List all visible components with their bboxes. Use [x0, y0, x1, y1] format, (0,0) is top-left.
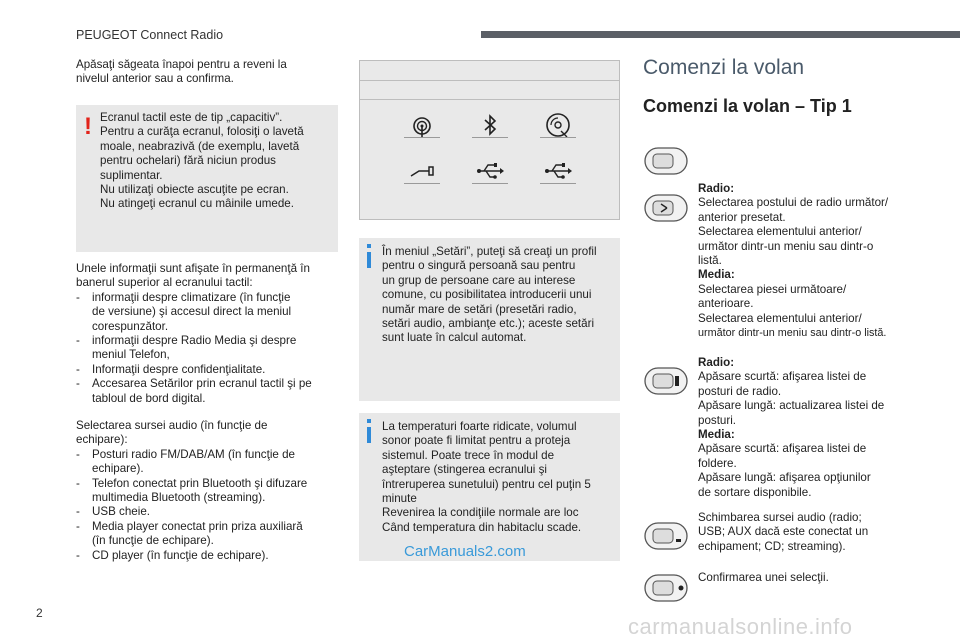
text-line: pentru ochelari) fără niciun produs [100, 154, 276, 168]
text-line: Radio: [698, 356, 735, 369]
text-line: - CD player (în funcţie de echipare). [92, 548, 269, 562]
text-line: comune, cu posibilitatea introducerii unui [382, 288, 592, 302]
screen-banner [360, 80, 619, 100]
source-section [76, 419, 338, 563]
text-line: Apăsare scurtă: afişarea listei de [698, 370, 867, 384]
icon-underline [540, 137, 576, 138]
list-item [76, 477, 338, 506]
text-line: Radio: [698, 182, 735, 195]
text-line: listă. [698, 254, 722, 268]
intro-text [76, 58, 338, 87]
text-line: anterioare. [698, 297, 754, 311]
text-line: Selectarea sursei audio (în funcţie de [76, 419, 268, 432]
steering-control-icon [643, 366, 689, 396]
text-line: - USB cheie. [92, 505, 150, 519]
header-title: PEUGEOT Connect Radio [76, 28, 224, 42]
text-line: Selectarea elementului anterior/ [698, 225, 862, 239]
section-heading: Comenzi la volan [643, 56, 805, 79]
icon-underline [472, 183, 508, 184]
info-icon-dot [367, 244, 371, 248]
text-line: Când temperatura din habitaclu scade. [382, 520, 582, 534]
text-line: număr mare de setări (presetări radio, [382, 302, 577, 316]
text-line: USB; AUX dacă este conectat un [698, 525, 869, 539]
text-line: Pentru a curăţa ecranul, folosiţi o lavetă [100, 125, 304, 139]
text-line: Apăsare lungă: afişarea opţiunilor [698, 471, 871, 485]
icon-underline [404, 137, 440, 138]
text-line: - informaţii despre climatizare (în funcţie [92, 290, 291, 304]
text-line: de versiune) şi accesul direct la meniul [92, 305, 292, 319]
text-line: - Media player conectat prin priza auxiliară [92, 519, 303, 533]
text-line: Selectarea elementului anterior/ [698, 311, 862, 325]
text-line: - informaţii despre Radio Media şi despre [92, 334, 297, 348]
text-line: - Telefon conectat prin Bluetooth şi difuzare [92, 476, 308, 490]
watermark: CarManuals2.com [404, 543, 526, 560]
info-section [76, 262, 338, 406]
text-line: banerul superior al ecranului tactil: [76, 276, 253, 290]
info-list [76, 291, 338, 406]
text-line: Nu utilizaţi obiecte ascuţite pe ecran. [100, 183, 289, 197]
text-line: Schimbarea sursei audio (radio; [698, 511, 862, 524]
text-line: următor dintr-un meniu sau dintr-o [698, 239, 874, 253]
text-line: Unele informaţii sunt afişate în permanenţă în [76, 262, 310, 275]
text-line: sunt luate în calcul automat. [382, 331, 527, 345]
list-item [76, 291, 338, 334]
list-item [76, 448, 338, 477]
control-description [698, 511, 923, 554]
text-line: aşteptare (stingerea ecranului şi [382, 463, 547, 477]
text-line: sistemul. Poate trece în modul de [382, 448, 555, 462]
text-line: de sortare disponibile. [698, 485, 812, 499]
text-line: minute [382, 492, 417, 506]
list-item [76, 363, 338, 377]
text-line: un grup de persoane care au interese [382, 273, 576, 287]
warning-icon: ! [84, 113, 92, 140]
icon-underline [404, 183, 440, 184]
text-line: corespunzător. [92, 319, 169, 333]
text-line: Apăsare lungă: actualizarea listei de [698, 399, 885, 413]
text-line: În meniul „Setări”, puteţi să creaţi un profil [382, 245, 597, 258]
text-line: meniul Telefon, [92, 348, 170, 362]
source-list [76, 448, 338, 563]
text-line: - Informaţii despre confidenţialitate. [92, 362, 266, 376]
text-line: setări audio, ambianţe etc.); aceste setări [382, 317, 595, 331]
list-item [76, 505, 338, 519]
steering-control-icon [643, 521, 689, 551]
text-line: Apăsaţi săgeata înapoi pentru a reveni la [76, 58, 287, 71]
control-description [698, 182, 923, 340]
radio-icon [404, 109, 440, 145]
text-line: Media: [698, 428, 735, 442]
info-note-profile [359, 238, 620, 401]
text-line: sonor poate fi limitat pentru a proteja [382, 434, 571, 448]
info-icon [367, 427, 371, 443]
text-line: Selectarea postului de radio următor/ [698, 196, 889, 210]
steering-control-icon [643, 573, 689, 603]
source-screen-illustration [359, 60, 620, 220]
text-line: Ecranul tactil este de tip „capacitiv”. [100, 111, 283, 124]
text-line: - Accesarea Setărilor prin ecranul tactil şi pe [92, 377, 312, 391]
text-line: suplimentar. [100, 168, 163, 182]
text-line: Confirmarea unei selecţii. [698, 571, 829, 584]
steering-control-icon [643, 193, 689, 223]
text-line: multimedia Bluetooth (streaming). [92, 491, 266, 505]
page-number: 2 [36, 606, 43, 620]
text-line: (în funcţie de echipare). [92, 534, 214, 548]
text-line: anterior presetat. [698, 210, 786, 224]
text-line: pentru o singură persoană sau pentru [382, 259, 576, 273]
section-subheading: Comenzi la volan – Tip 1 [643, 96, 852, 116]
text-line: Revenirea la condiţiile normale are loc [382, 506, 579, 520]
text-line: următor dintr-un meniu sau dintr-o listă. [698, 327, 887, 340]
list-item [76, 549, 338, 563]
footer-site: carmanualsonline.info [628, 614, 853, 639]
steering-control-icon [643, 146, 689, 176]
info-note-temperature [359, 413, 620, 561]
text-line: echipare): [76, 433, 128, 447]
text-line: foldere. [698, 456, 737, 470]
text-line: tabloul de bord digital. [92, 391, 206, 405]
warning-box [76, 105, 338, 252]
icon-underline [472, 137, 508, 138]
list-item [76, 334, 338, 363]
text-line: La temperaturi foarte ridicate, volumul [382, 420, 577, 433]
text-line: posturi de radio. [698, 384, 782, 398]
list-item [76, 520, 338, 549]
text-line: posturi. [698, 413, 737, 427]
text-line: întreruperea sunetului) pentru cel puţin 5 [382, 477, 591, 491]
text-line: moale, neabrazivă (de exemplu, lavetă [100, 139, 300, 153]
list-item [76, 377, 338, 406]
header-bar [481, 31, 960, 38]
control-description [698, 571, 923, 585]
text-line: Media: [698, 268, 735, 282]
control-description [698, 356, 923, 500]
info-icon [367, 252, 371, 268]
text-line: nivelul anterior sau a confirma. [76, 72, 234, 86]
text-line: Selectarea piesei următoare/ [698, 282, 847, 296]
text-line: Nu atingeţi ecranul cu mâinile umede. [100, 197, 294, 211]
text-line: Apăsare scurtă: afişarea listei de [698, 442, 867, 456]
text-line: - Posturi radio FM/DAB/AM (în funcţie de [92, 447, 295, 461]
text-line: echipament; CD; streaming). [698, 539, 846, 553]
info-icon-dot [367, 419, 371, 423]
icon-underline [540, 183, 576, 184]
text-line: echipare). [92, 462, 144, 476]
screen-banner [360, 61, 619, 81]
